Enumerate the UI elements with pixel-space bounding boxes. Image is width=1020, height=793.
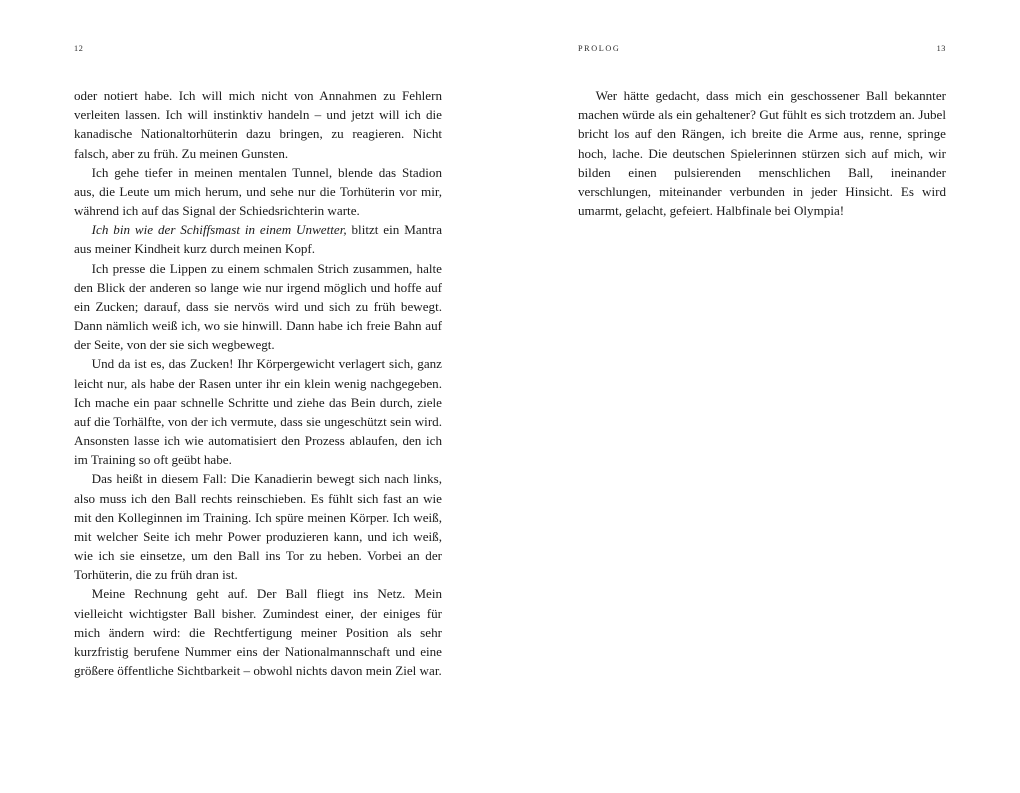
paragraph: Und da ist es, das Zucken! Ihr Körpergewicht verlagert sich, ganz leicht nur, als habe der Rasen unter ihr ein klein wenig nachgegeben. Ich mache ein paar schnelle Schritte und ziehe das Bein durch, ziele auf die Torhälfte, von der ich vermute, dass sie ungeschützt sein wird. Ansonsten lasse ich wie automatisiert den Prozess ablaufen, den ich im Training so oft geübt habe. — [74, 356, 442, 468]
running-head-right — [578, 44, 946, 58]
running-head-left — [74, 44, 442, 58]
textblock-right — [578, 86, 946, 220]
paragraph: Ich presse die Lippen zu einem schmalen Strich zusammen, halte den Blick der anderen so lange wie nur irgend möglich und hoffe auf ein Zucken; darauf, dass sie nervös wird und sich zu früh bewegt. Dann nämlich weiß ich, wo sie hinwill. Dann habe ich freie Bahn auf der Seite, von der sie sich wegbewegt. — [74, 260, 442, 353]
chapter-title: PROLOG — [578, 44, 621, 53]
paragraph: Ich bin wie der Schiffsmast in einem Unwetter, blitzt ein Mantra aus meiner Kindheit kurz durch meinen Kopf. — [74, 222, 442, 257]
folio-right: 13 — [936, 44, 946, 53]
paragraph: Meine Rechnung geht auf. Der Ball fliegt ins Netz. Mein vielleicht wichtigster Ball bisher. Zumindest einer, der einiges für mich ändern wird: die Rechtfertigung meiner Position als sehr kurzfristig berufene Nummer eins der Nationalmannschaft und eine größere öffentliche Sichtbarkeit – obwohl nichts davon mein Ziel war. — [74, 586, 442, 679]
folio-left: 12 — [74, 44, 84, 53]
page-right — [510, 0, 1020, 793]
paragraph: oder notiert habe. Ich will mich nicht von Annahmen zu Fehlern verleiten lassen. Ich will instinktiv handeln – und jetzt will ich die kanadische Nationaltorhüterin dazu bringen, zu reagieren. Nicht falsch, aber zu früh. Zu meinen Gunsten. — [74, 88, 442, 161]
paragraph: Das heißt in diesem Fall: Die Kanadierin bewegt sich nach links, also muss ich den Ball rechts reinschieben. Es fühlt sich fast an wie mit den Kolleginnen im Training. Ich spüre meinen Körper. Ich weiß, mit welcher Seite ich mehr Power produzieren kann, und ich weiß, wie ich sie einsetze, um den Ball ins Tor zu heben. Vorbei an der Torhüterin, die zu früh dran ist. — [74, 471, 442, 583]
paragraph: Wer hätte gedacht, dass mich ein geschossener Ball bekannter machen würde als ein gehaltener? Gut fühlt es sich trotzdem an. Jubel bricht los auf den Rängen, ich breite die Arme aus, renne, springe hoch, lache. Die deutschen Spielerinnen stürzen sich auf mich, wir bilden einen pulsierenden menschlichen Ball, ineinander verschlungen, miteinander verbunden in jeder Hinsicht. Es wird umarmt, gelacht, gefeiert. Halbfinale bei Olympia! — [578, 88, 946, 219]
paragraph: Ich gehe tiefer in meinen mentalen Tunnel, blende das Stadion aus, die Leute um mich herum, und sehe nur die Torhüterin vor mir, während ich auf das Signal der Schiedsrichterin warte. — [74, 164, 442, 219]
textblock-left — [74, 86, 442, 680]
